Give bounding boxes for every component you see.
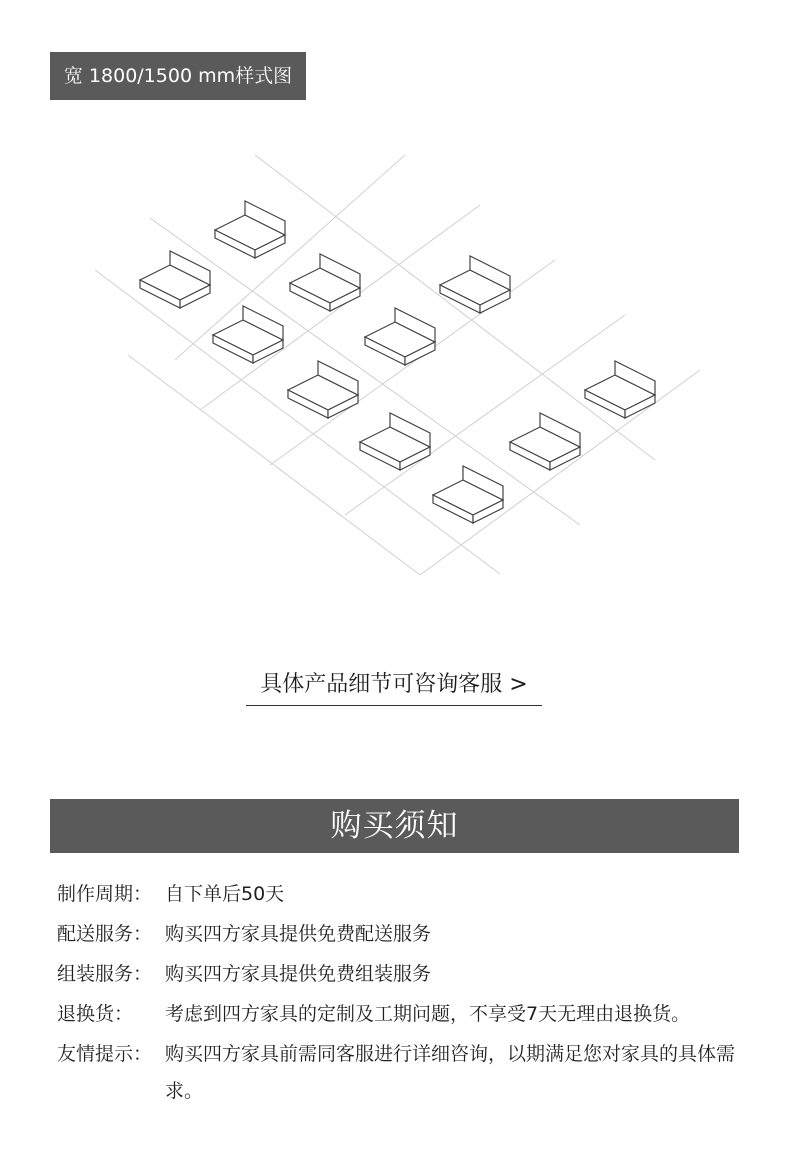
notice-label: 友情提示： [57, 1043, 153, 1065]
notice-value: 购买四方家具提供免费组装服务 [165, 963, 432, 985]
bed-unit-icon [510, 413, 580, 470]
size-label-badge: 宽 1800/1500 mm样式图 [50, 52, 306, 100]
notice-item-returns [57, 1000, 757, 1040]
notice-label: 配送服务： [57, 923, 153, 945]
bed-unit-icon [140, 251, 210, 308]
notice-label: 制作周期： [57, 883, 153, 905]
notice-value: 购买四方家具提供免费配送服务 [165, 923, 432, 945]
bed-unit-icon [365, 308, 435, 365]
grid-line [175, 155, 405, 360]
notice-item-production-period [57, 880, 757, 920]
bed-unit-icon [213, 306, 283, 363]
bed-unit-icon [585, 361, 655, 418]
notice-item-assembly [57, 960, 757, 1000]
bed-unit-icon [290, 254, 360, 311]
purchase-notice-banner: 购买须知 [50, 799, 739, 853]
grid-line [150, 218, 580, 525]
grid-lines [95, 155, 700, 575]
bed-unit-icon [215, 201, 285, 258]
notice-value: 购买四方家具前需同客服进行详细咨询，以期满足您对家具的具体需求。 [165, 1043, 736, 1102]
grid-line [420, 370, 700, 575]
notice-item-tips [57, 1040, 757, 1120]
grid-line [255, 155, 655, 460]
notice-value: 考虑到四方家具的定制及工期问题，不享受7天无理由退换货。 [165, 1003, 691, 1025]
notice-label: 退换货： [57, 1003, 134, 1025]
bed-layout-isometric-drawing [0, 130, 790, 600]
purchase-notice-list [57, 880, 757, 1120]
notice-value: 自下单后50天 [165, 883, 285, 905]
consult-customer-service-link[interactable]: 具体产品细节可咨询客服 > [246, 666, 542, 706]
notice-label: 组装服务： [57, 963, 153, 985]
bed-unit-icon [433, 466, 503, 523]
notice-item-delivery [57, 920, 757, 960]
grid-line [95, 270, 500, 574]
